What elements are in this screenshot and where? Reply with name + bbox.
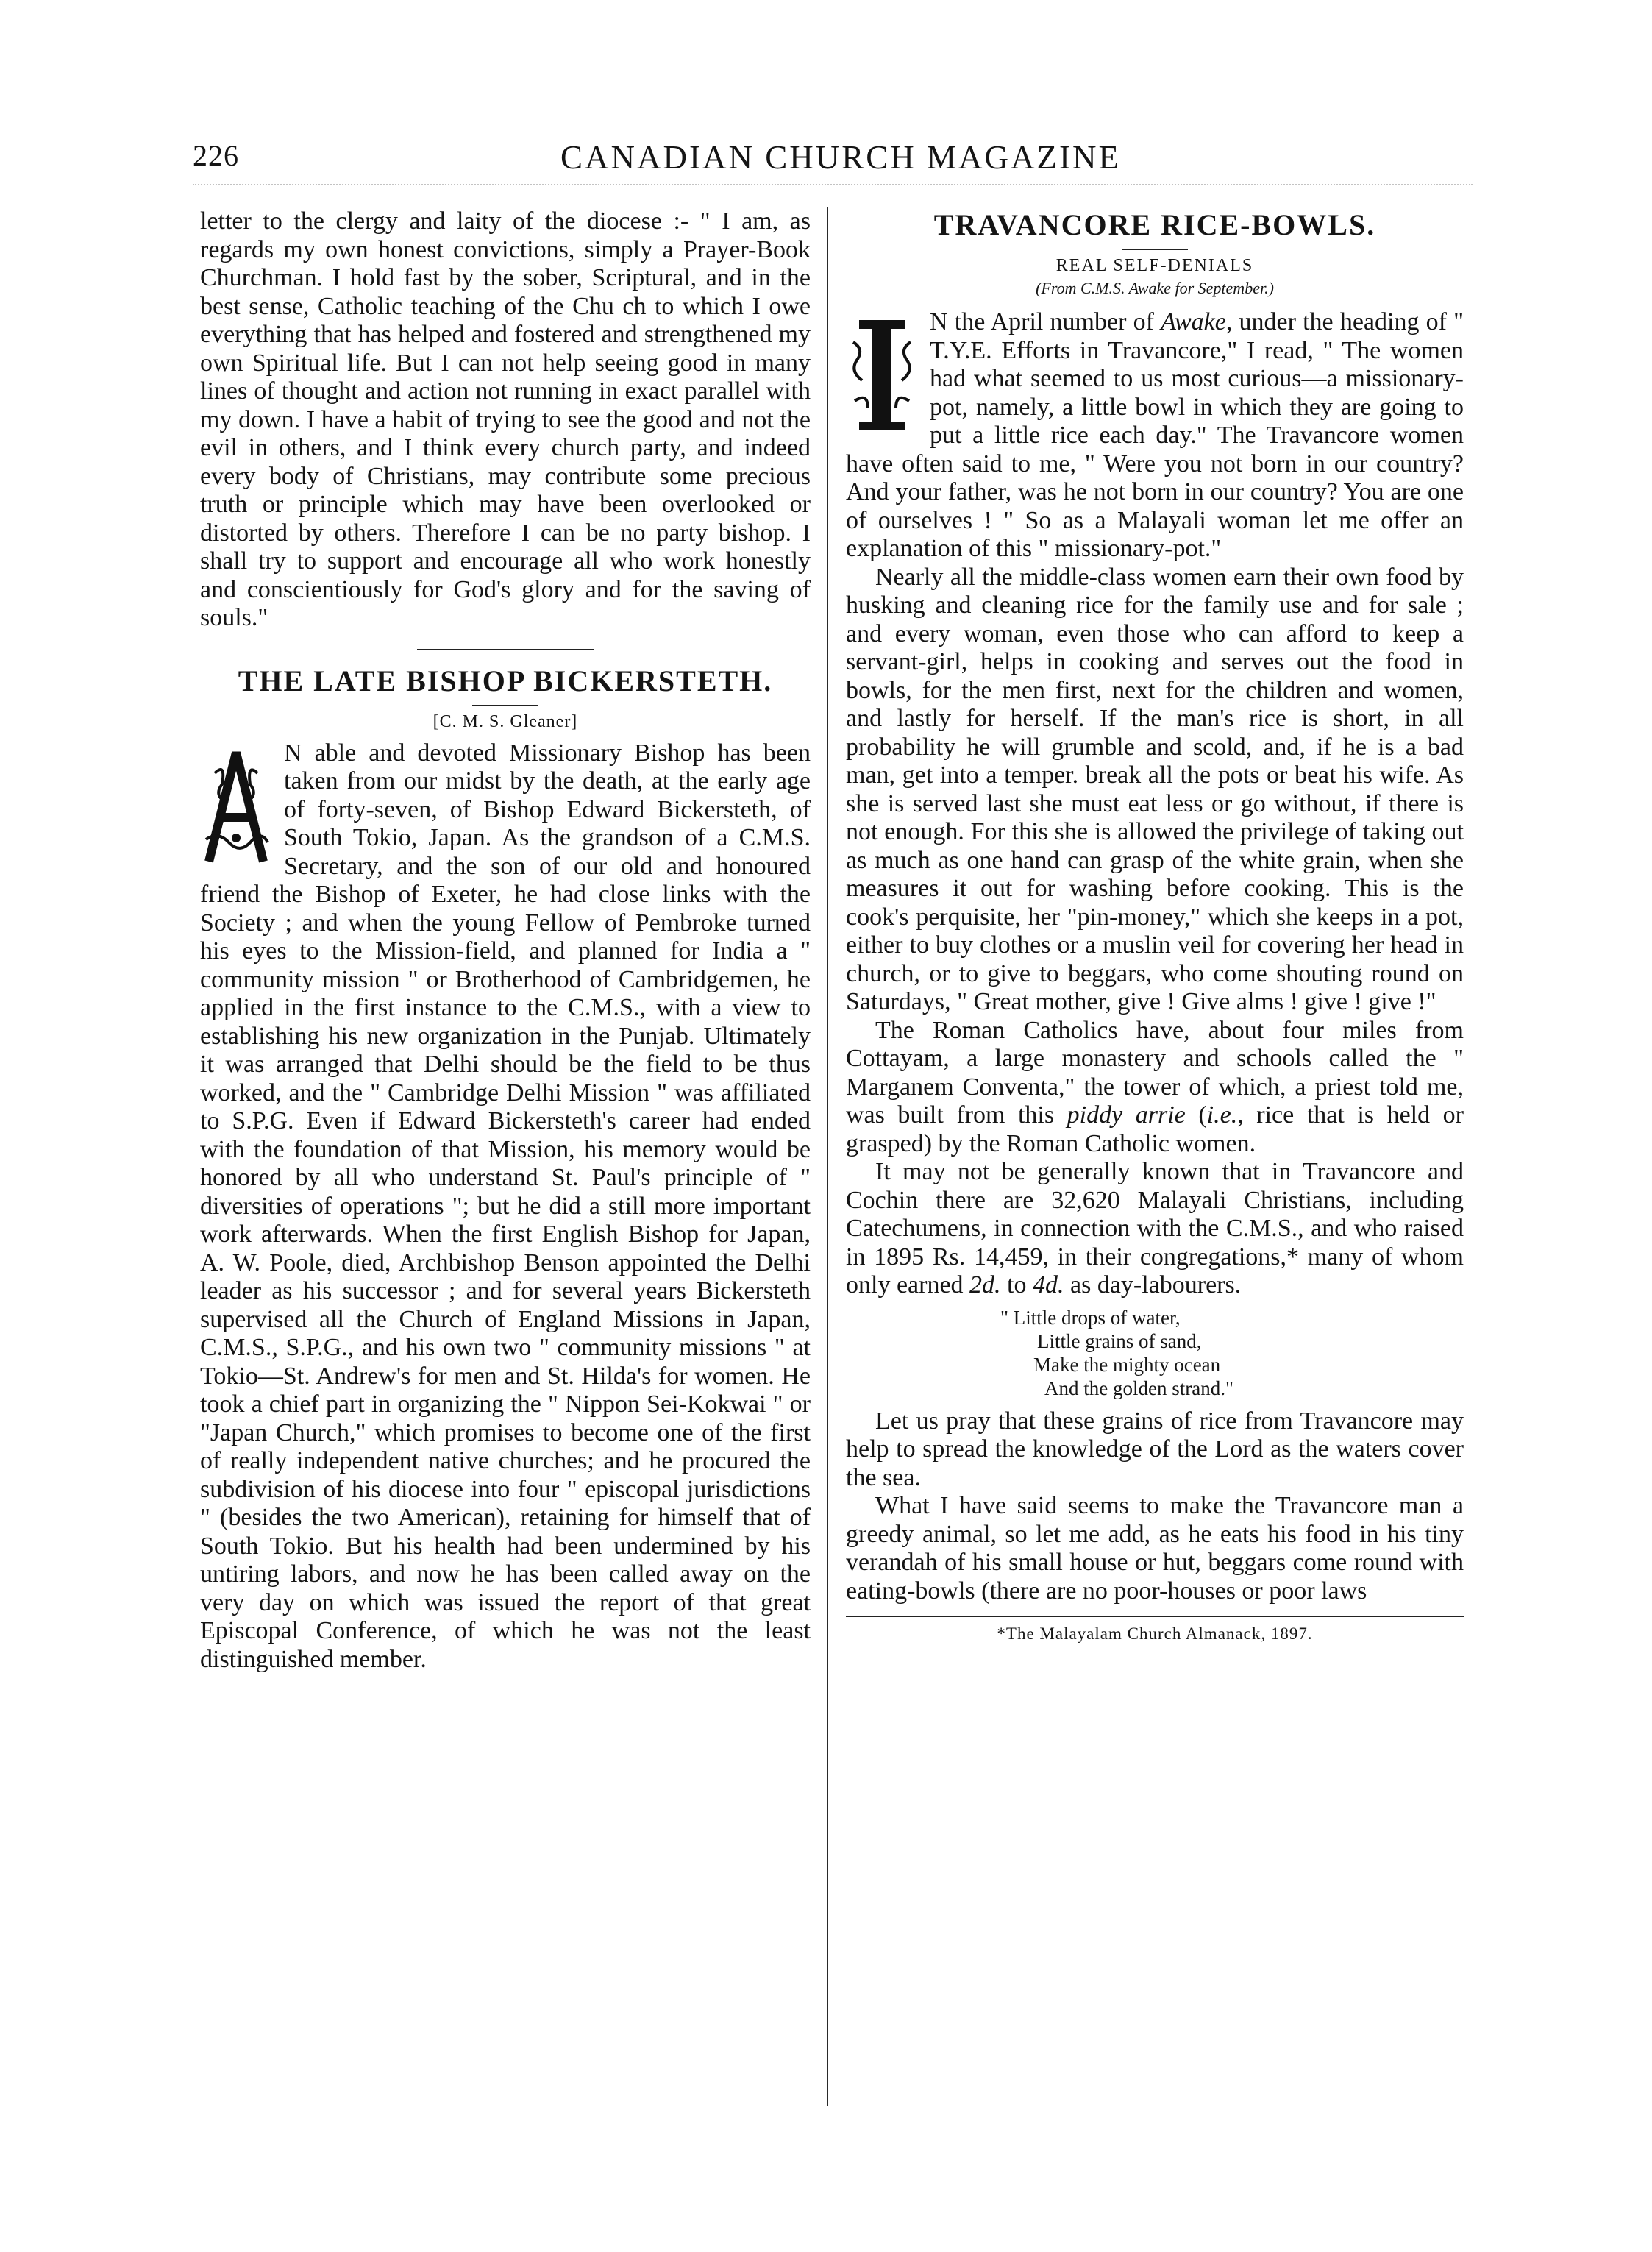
paragraph-3 xyxy=(846,1017,1464,1159)
paragraph-4-text-a: It may not be generally known that in Travancore and Cochin there are 32,620 Malayali Christians, including Catechumens, in connection with the C.M.S., and who raised in 1895 Rs. 14,459, in their congregations,* many of whom only earned xyxy=(846,1158,1464,1299)
paragraph-4 xyxy=(846,1158,1464,1300)
footnote-rule xyxy=(846,1616,1464,1617)
title-rule xyxy=(1122,249,1188,250)
paragraph-1-text-b: , under the heading of " T.Y.E. Efforts in Travancore," I read, " The women had what seemed to us most curious—a missionary-pot, namely, a little bowl in which they are going to put a little rice each day." The Travancore women have often said to me, " Were you not born in our country? And your father, was he not born in our country? You are one of ourselves ! " So as a Malayali woman let me offer an explanation of this " missionary-pot." xyxy=(846,308,1464,562)
article-body-text: able and devoted Missionary Bishop has been taken from our midst by the death, at the early age of forty-seven, of Bishop Edward Bickersteth, of South Tokio, Japan. As the grandson of a C.M.S. Secretary, and the son of our old and honoured friend the Bishop of Exeter, he had close links with the Society ; and when the young Fellow of Pembroke turned his eyes to the Mission-field, and planned for India a " community mission " or Brotherhood of Cambridgemen, he applied in the first instance to the C.M.S., with a view to establishing his new organization in the Punjab. Ultimately it was arranged that Delhi should be the field to be thus worked, and the " Cambridge Delhi Mission " was affiliated to S.P.G. Even if Edward Bickersteth's career had ended with the foundation of that Mission, his memory would be honored by all who understand St. Paul's principle of " diversities of operations "; but he did a still more important work afterwards. When the first English Bishop for Japan, A. W. Poole, died, Archbishop Benson appointed the Delhi leader as his successor ; and for several years Bickersteth supervised all the Church of England Missions in Japan, C.M.S., S.P.G., and his own two " community missions " at Tokio—St. Andrew's for men and St. Hilda's for women. He took a chief part in organizing the " Nippon Sei-Kokwai " or "Japan Church," which promises to become one of the first of really independent native churches; and he procured the subdivision of his diocese into four " episcopal jurisdictions " (besides the two American), retaining for himself that of South Tokio. But his health had been undermined by his untiring labors, and now he has been called away on the very day on which was issued the report of that great Episcopal Conference, of which he was not the least distinguished member. xyxy=(200,739,811,1673)
magazine-title: CANADIAN CHURCH MAGAZINE xyxy=(560,139,1121,176)
page-header xyxy=(193,138,1473,190)
paragraph-1 xyxy=(846,308,1464,564)
paragraph-3-text-a: The Roman Catholics have, about four miles from Cottayam, a large monastery and schools called the " Marganem Conventa," the tower of which, a priest told me, was built from this xyxy=(846,1016,1464,1129)
magazine-name-awake: Awake xyxy=(1161,308,1226,335)
decorative-initial-i xyxy=(846,313,918,438)
abbrev-ie: i.e. xyxy=(1206,1101,1238,1129)
intro-paragraph: letter to the clergy and laity of the diocese :- " I am, as regards my own honest convictions, simply a Prayer-Book Churchman. I hold fast by the sober, Scriptural, and in the best sense, Catholic teaching of the Chu ch to which I owe everything that has helped and fostered and strengthened my own Spiritual life. But I can not help seeing good in many lines of thought and action not running in exact parallel with my down. I have a habit of trying to see the good and not the evil in others, and I think every church party, and indeed every body of Christians, may contribute some precious truth or principle which may have been overlooked or distorted by others. Therefore I can be no party bishop. I shall try to support and encourage all who work honestly and conscientiously for God's glory and for the saving of souls." xyxy=(200,207,811,631)
poem-line: Make the mighty ocean xyxy=(1033,1353,1221,1376)
poem-verse xyxy=(846,1306,1464,1400)
ornate-letter-i-icon xyxy=(846,313,918,438)
paragraph-1-text-a: the April number of xyxy=(954,308,1161,335)
article-title-bickersteth: THE LATE BISHOP BICKERSTETH. xyxy=(238,664,773,697)
poem-line: Little grains of sand, xyxy=(1037,1329,1202,1352)
ornate-letter-a-icon xyxy=(200,744,272,869)
paragraph-6: What I have said seems to make the Travancore man a greedy animal, so let me add, as he eats his food in his tiny verandah of his small house or hut, beggars come round with eating-bowls (there are no poor-houses or poor laws xyxy=(846,1492,1464,1605)
lead-word: N xyxy=(930,308,948,335)
paragraph-5: Let us pray that these grains of rice from Travancore may help to spread the knowledge of the Lord as the waters cover the sea. xyxy=(846,1407,1464,1491)
paragraph-3-text-c: , rice that is held or grasped) by the Roman Catholic women. xyxy=(846,1101,1464,1157)
lead-word: N xyxy=(284,739,302,767)
article-body-bickersteth xyxy=(200,739,811,1674)
page-number: 226 xyxy=(193,139,239,172)
article-source: [C. M. S. Gleaner] xyxy=(432,711,578,731)
article-subheading: REAL SELF-DENIALS xyxy=(1055,256,1254,275)
section-divider xyxy=(417,649,594,650)
decorative-initial-a xyxy=(200,744,272,869)
poem-line: " Little drops of water, xyxy=(1000,1306,1181,1329)
title-rule xyxy=(472,705,538,706)
article-body-travancore xyxy=(846,308,1464,564)
article-source: (From C.M.S. Awake for September.) xyxy=(1036,279,1274,297)
paragraph-3-text-b: ( xyxy=(1185,1101,1207,1129)
column-divider xyxy=(827,207,828,2106)
poem-line: And the golden strand." xyxy=(1044,1377,1233,1399)
paragraph-4-text-c: as day-labourers. xyxy=(1064,1271,1242,1299)
amount-4d: 4d. xyxy=(1033,1271,1064,1299)
amount-2d: 2d. xyxy=(969,1271,1001,1299)
article-text-bickersteth xyxy=(200,739,811,1674)
paragraph-4-text-b: to xyxy=(1000,1271,1033,1299)
article-title-travancore: TRAVANCORE RICE-BOWLS. xyxy=(933,208,1376,241)
paragraph-2: Nearly all the middle-class women earn their own food by husking and cleaning rice for the family use and for sale ; and every woman, even those who can afford to keep a servant-girl, helps in cooking and serves out the food in bowls, for the men first, next for the children and women, and lastly for herself. If the man's rice is short, in all probability he will grumble and scold, and, if he is a bad man, get into a temper. break all the pots or beat his wife. As she is served last she must eat less or go without, if there is not enough. For this she is allowed the privilege of taking out as much as one hand can grasp of the white grain, when she measures it out for washing before cooking. This is the cook's perquisite, her "pin-money," which she keeps in a pot, either to buy clothes or a muslin veil for covering her head in church, or to give to beggars, who come shouting round on Saturdays, " Great mother, give ! Give alms ! give ! give !" xyxy=(846,563,1464,1015)
header-rule xyxy=(193,184,1473,185)
left-column xyxy=(200,207,811,1674)
term-piddy-arrie: piddy arrie xyxy=(1067,1101,1186,1129)
right-column xyxy=(846,207,1464,1644)
footnote: *The Malayalam Church Almanack, 1897. xyxy=(997,1624,1313,1643)
